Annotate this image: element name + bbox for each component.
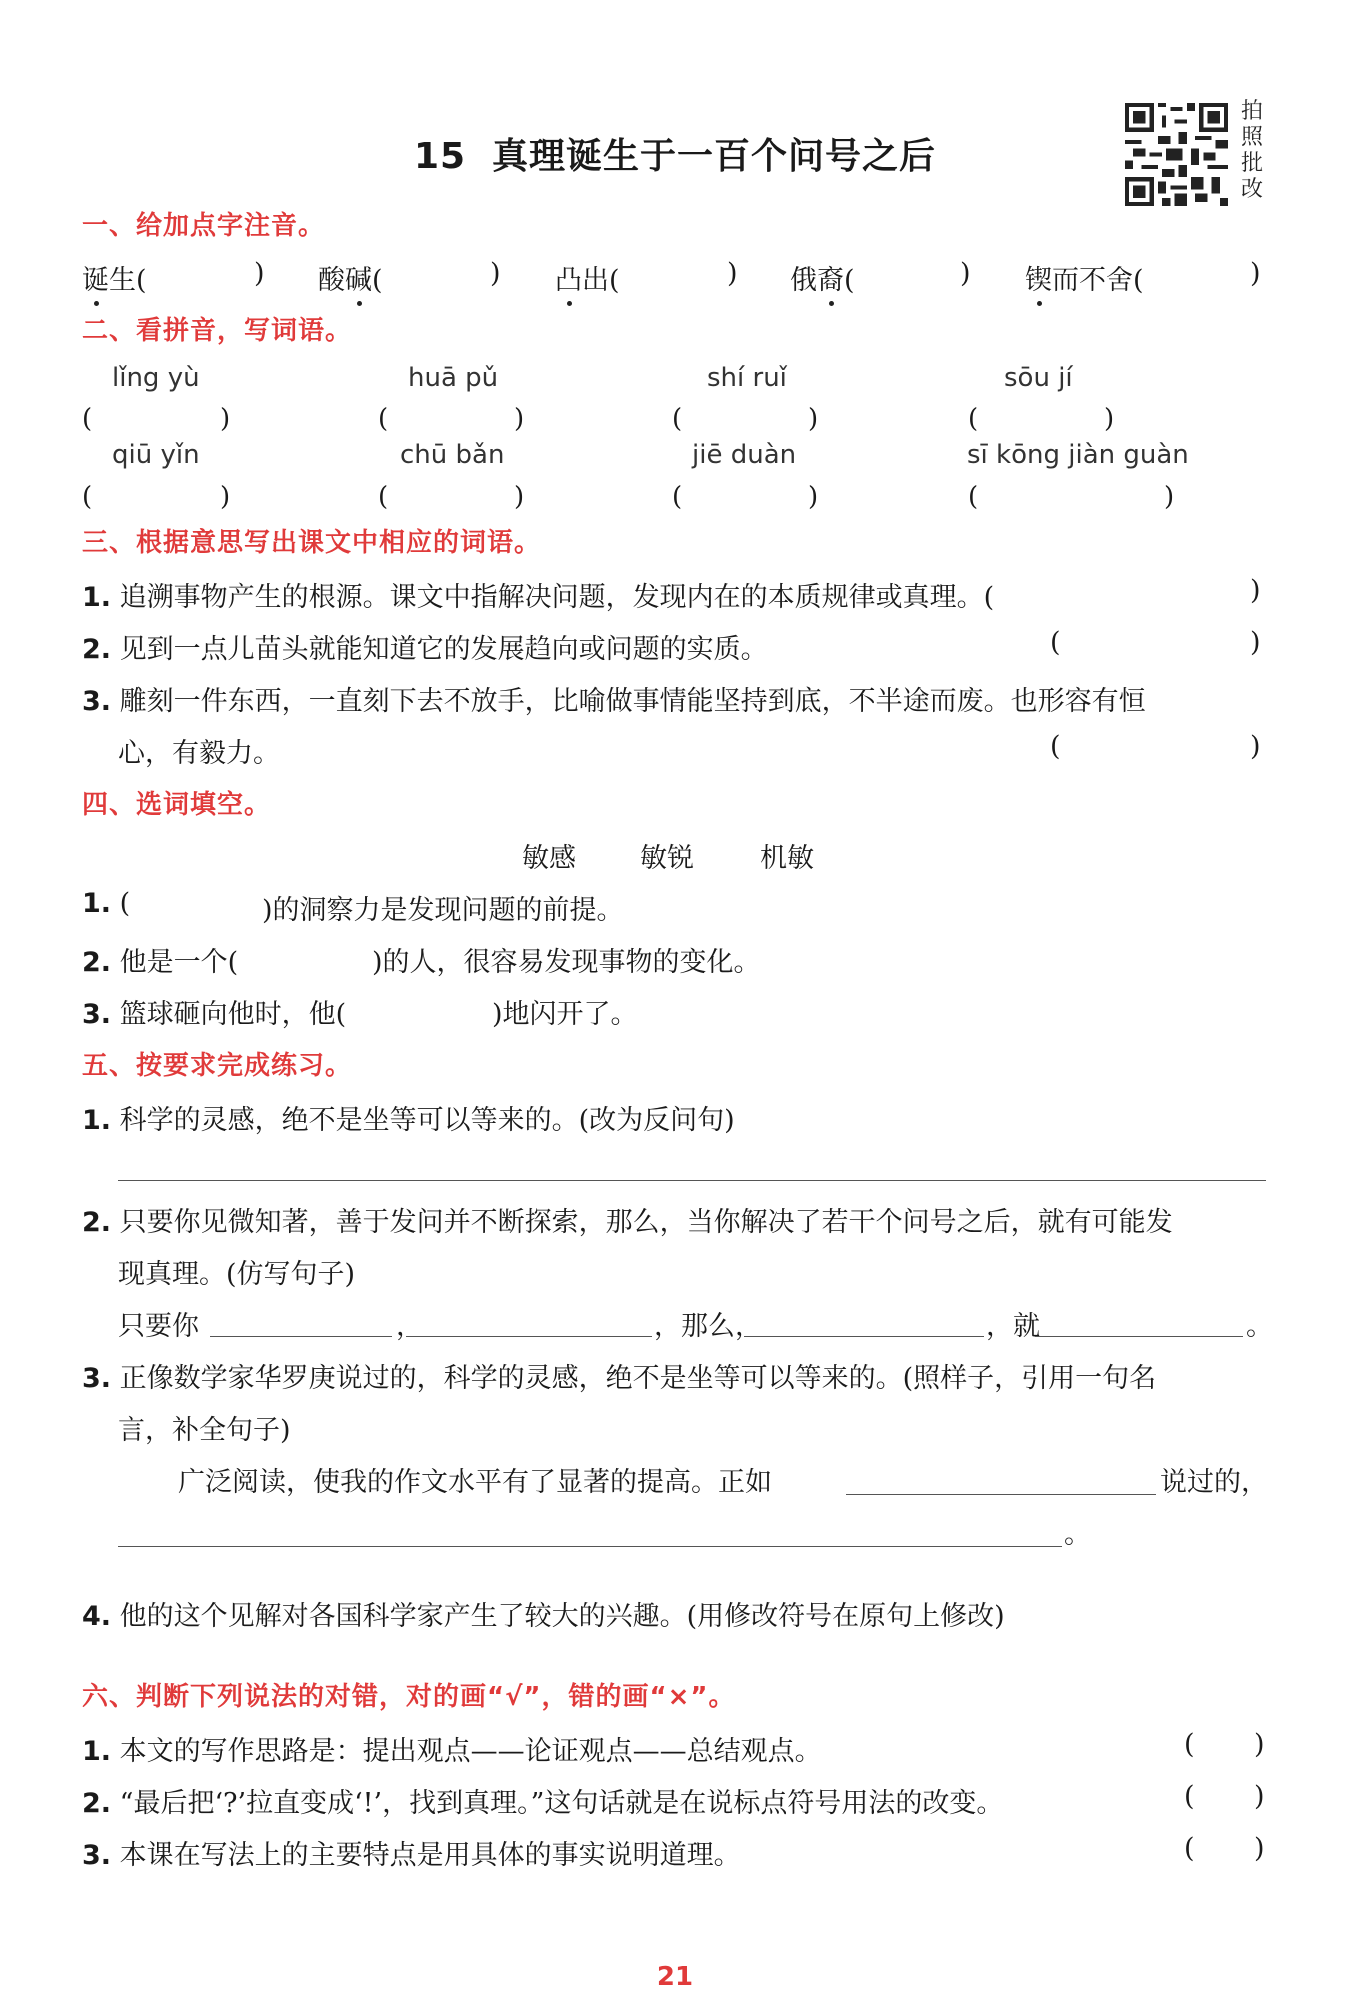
s5-q4: 4. 他的这个见解对各国科学家产生了较大的兴趣。(用修改符号在原句上修改) xyxy=(82,1601,1005,1632)
blank-1[interactable] xyxy=(210,1336,392,1337)
pinyin-1: lǐng yù xyxy=(112,363,200,393)
answer-line[interactable] xyxy=(118,1180,1266,1181)
s1-item-4: 俄裔( xyxy=(790,258,855,297)
s5-q3: 3. 正像数学家华罗庚说过的，科学的灵感，绝不是坐等可以等来的。(照样子，引用一句名 xyxy=(82,1363,1157,1394)
section-3-heading: 三、根据意思写出课文中相应的词语。 xyxy=(82,528,542,558)
blank-6[interactable] xyxy=(118,1546,1062,1547)
blank-5[interactable] xyxy=(846,1494,1156,1495)
s1-item-5: 锲而不舍( xyxy=(1025,258,1144,297)
s6-q1: 1. 本文的写作思路是：提出观点——论证观点——总结观点。 xyxy=(82,1736,822,1767)
s4-q2: 2. 他是一个( xyxy=(82,947,239,978)
lesson-title: 15 真理诞生于一百个问号之后 xyxy=(413,136,937,177)
pinyin-7: jiē duàn xyxy=(692,440,797,470)
word-choice-3: 机敏 xyxy=(760,843,814,874)
section-1-heading: 一、给加点字注音。 xyxy=(82,211,326,241)
s5-q1: 1. 科学的灵感，绝不是坐等可以等来的。(改为反问句) xyxy=(82,1105,735,1136)
section-2-heading: 二、看拼音，写词语。 xyxy=(82,316,353,346)
section-4-heading: 四、选词填空。 xyxy=(82,790,272,820)
s1-item-1: 诞生( xyxy=(82,258,147,297)
s1-item-2: 酸碱( xyxy=(318,258,383,297)
word-choice-1: 敏感 xyxy=(522,843,576,874)
s6-q2: 2. “最后把‘?’拉直变成‘!’，找到真理。”这句话就是在说标点符号用法的改变。 xyxy=(82,1788,1004,1819)
word-choice-2: 敏锐 xyxy=(640,843,694,874)
blank-2[interactable] xyxy=(406,1336,652,1337)
s3-q3: 3. 雕刻一件东西，一直刻下去不放手，比喻做事情能坚持到底，不半途而废。也形容有恒 xyxy=(82,686,1146,717)
pinyin-8: sī kōng jiàn guàn xyxy=(967,440,1189,470)
s4-q3: 3. 篮球砸向他时，他( xyxy=(82,999,347,1030)
pinyin-3: shí ruǐ xyxy=(707,363,787,393)
pinyin-6: chū bǎn xyxy=(400,440,505,470)
pinyin-2: huā pǔ xyxy=(408,363,499,393)
page-number: 21 xyxy=(656,1962,694,1992)
s3-q1: 1. 追溯事物产生的根源。课文中指解决问题，发现内在的本质规律或真理。( xyxy=(82,582,995,613)
pinyin-5: qiū yǐn xyxy=(112,440,200,470)
s4-q1: 1. ( xyxy=(82,888,131,919)
section-5-heading: 五、按要求完成练习。 xyxy=(82,1051,353,1081)
s6-q3: 3. 本课在写法上的主要特点是用具体的事实说明道理。 xyxy=(82,1840,741,1871)
photo-grading-label: 拍 照 批 改 xyxy=(1240,99,1263,202)
blank-4[interactable] xyxy=(1035,1336,1243,1337)
s3-q2: 2. 见到一点儿苗头就能知道它的发展趋向或问题的实质。 xyxy=(82,634,768,665)
s5-q2: 2. 只要你见微知著，善于发问并不断探索，那么，当你解决了若干个问号之后，就有可能发 xyxy=(82,1207,1173,1238)
section-6-heading: 六、判断下列说法的对错，对的画“√”，错的画“×”。 xyxy=(82,1682,736,1712)
pinyin-4: sōu jí xyxy=(1004,363,1073,393)
s1-item-3: 凸出( xyxy=(555,258,620,297)
qr-code-icon[interactable] xyxy=(1125,103,1228,206)
blank-3[interactable] xyxy=(744,1336,984,1337)
